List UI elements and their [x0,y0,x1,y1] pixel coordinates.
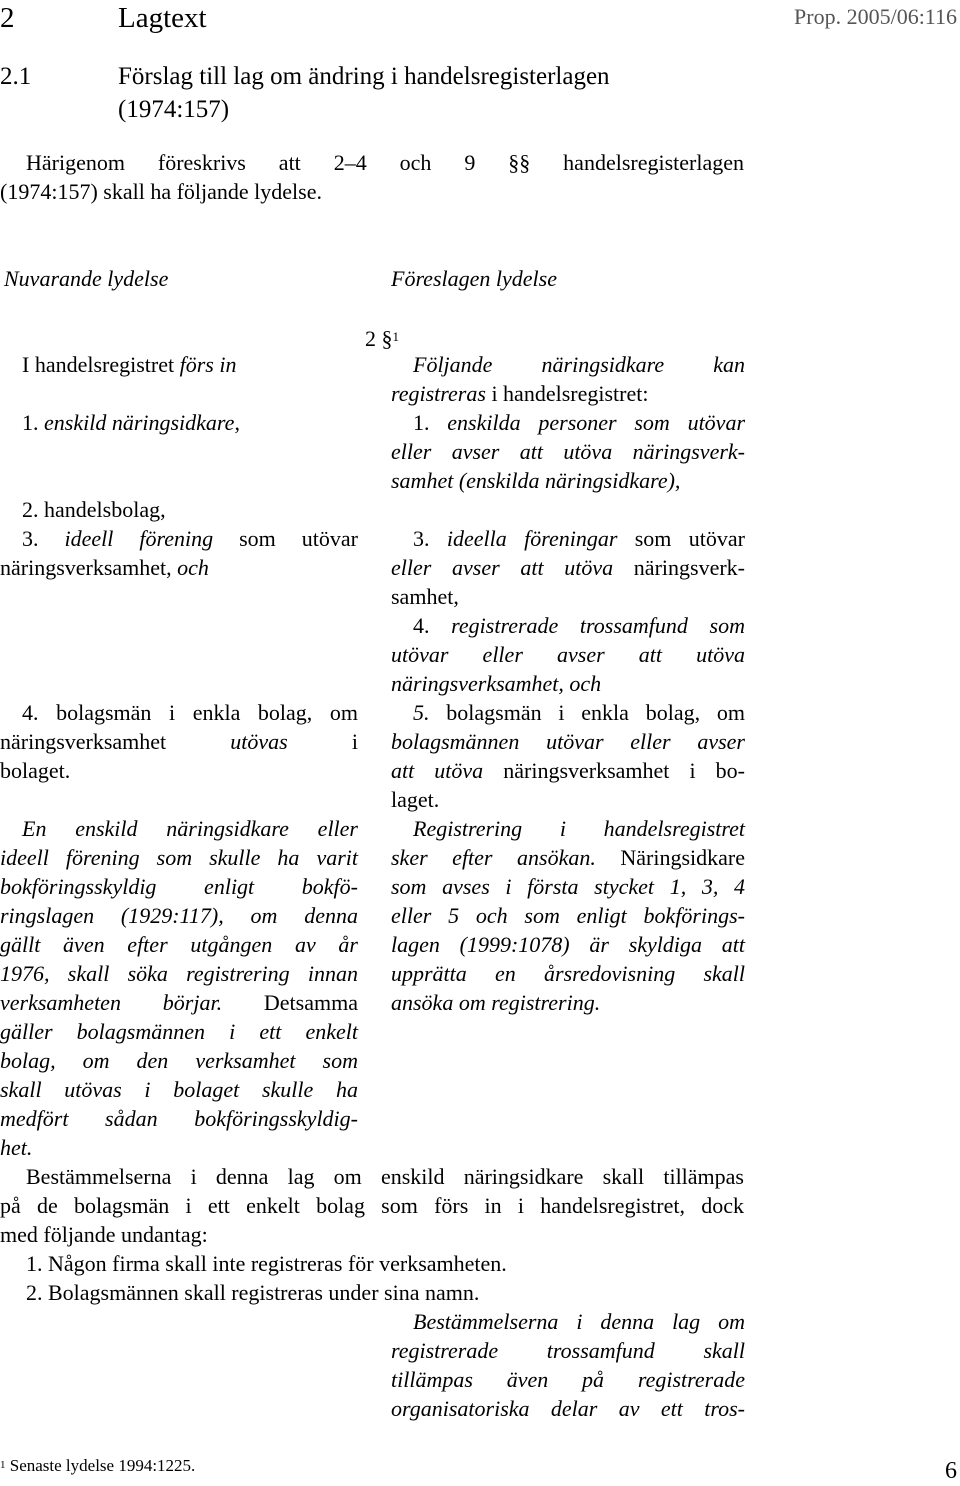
current-line-4: 3. ideell förening som utövar [22,526,358,551]
proposed-line-1: Följande näringsidkare kan [413,352,745,377]
common-item2: 2. Bolagsmännen skall registreras under sina namn. [26,1280,480,1305]
proposed-line-15: laget. [391,787,440,812]
section-title-line2: (1974:157) [118,96,230,123]
footnote-ref: 1 [392,329,399,344]
current-p2-line-4: ringslagen (1929:117), om denna [0,903,358,928]
proposed-line-4: eller avser att utöva näringsverk- [391,439,745,464]
prop-reference: Prop. 2005/06:116 [794,4,957,29]
proposed-p2-line-3: som avses i första stycket 1, 3, 4 [391,874,745,899]
current-p2-line-12: het. [0,1135,33,1160]
proposed-line-2: registreras i handelsregistret: [391,381,649,406]
current-p2-line-6: 1976, skall söka registrering innan [0,961,358,986]
section-number: 2.1 [0,63,32,90]
proposed-line-11: näringsverksamhet, och [391,671,602,696]
proposed-p2-line-1: Registrering i handelsregistret [413,816,745,841]
proposed-p2-line-7: ansöka om registrering. [391,990,601,1015]
proposed-line-8: samhet, [391,584,459,609]
common-line3: med följande undantag: [0,1222,208,1247]
common-line1: Bestämmelserna i denna lag om enskild näringsidkare skall tillämpas [26,1164,744,1189]
proposed-line-3: 1. enskilda personer som utövar [413,410,746,435]
footnote [0,1455,195,1477]
current-line-3: 2. handelsbolag, [22,497,166,522]
common-line2: på de bolagsmän i ett enkelt bolag som förs in i handelsregistret, dock [0,1193,744,1218]
current-line-7: näringsverksamhet utövas i [0,729,358,754]
proposed-line-12: 5. bolagsmän i enkla bolag, om [413,700,745,725]
intro-line1: Härigenom föreskrivs att 2–4 och 9 §§ handelsregisterlagen [26,150,744,175]
tail-line2: registrerade trossamfund skall [391,1338,745,1363]
current-p2-line-9: bolag, om den verksamhet som [0,1048,358,1073]
tail-line1: Bestämmelserna i denna lag om [413,1309,745,1334]
current-p2-line-10: skall utövas i bolaget skulle ha [0,1077,358,1102]
current-p2-line-3: bokföringsskyldig enligt bokfö- [0,874,358,899]
chapter-number: 2 [0,2,15,34]
page-number: 6 [945,1458,957,1484]
chapter-title: Lagtext [118,2,207,34]
paragraph-number: 2 §$^1$ [365,326,399,351]
section-title-line1: Förslag till lag om ändring i handelsregisterlagen [118,63,610,90]
proposed-line-9: 4. registrerade trossamfund som [413,613,746,638]
proposed-p2-line-5: lagen (1999:1078) är skyldiga att [391,932,745,957]
current-p2-line-5: gällt även efter utgången av år [0,932,358,957]
current-p2-line-7: verksamheten börjar. Detsamma [0,990,358,1015]
current-p2-line-8: gäller bolagsmännen i ett enkelt [0,1019,358,1044]
current-p2-line-2: ideell förening som skulle ha varit [0,845,358,870]
footnote-text: Senaste lydelse 1994:1225. [9,1456,196,1475]
common-item1: 1. Någon firma skall inte registreras för verksamheten. [26,1251,507,1276]
current-line-5: näringsverksamhet, och [0,555,209,580]
proposed-line-10: utövar eller avser att utöva [391,642,745,667]
proposed-p2-line-2: sker efter ansökan. Näringsidkare [391,845,746,870]
current-p2-line-1: En enskild näringsidkare eller [22,816,358,841]
proposed-line-6: 3. ideella föreningar som utövar [413,526,745,551]
proposed-p2-line-6: upprätta en årsredovisning skall [391,961,745,986]
current-line-6: 4. bolagsmän i enkla bolag, om [22,700,358,725]
current-line-2: 1. enskild näringsidkare, [22,410,240,435]
footnote-number: 1 [0,1459,6,1471]
proposed-line-5: samhet (enskilda näringsidkare), [391,468,681,493]
current-line-1: I handelsregistret förs in [22,352,237,377]
column-heading-current: Nuvarande lydelse [4,266,169,291]
proposed-p2-line-4: eller 5 och som enligt bokförings- [391,903,745,928]
proposed-line-13: bolagsmännen utövar eller avser [391,729,745,754]
current-p2-line-11: medfört sådan bokföringsskyldig- [0,1106,358,1131]
current-line-8: bolaget. [0,758,71,783]
column-heading-proposed: Föreslagen lydelse [391,266,557,291]
tail-line3: tillämpas även på registrerade [391,1367,745,1392]
intro-line2: (1974:157) skall ha följande lydelse. [0,179,322,204]
proposed-line-14: att utöva näringsverksamhet i bo- [391,758,745,783]
proposed-line-7: eller avser att utöva näringsverk- [391,555,745,580]
tail-line4: organisatoriska delar av ett tros- [391,1396,745,1421]
